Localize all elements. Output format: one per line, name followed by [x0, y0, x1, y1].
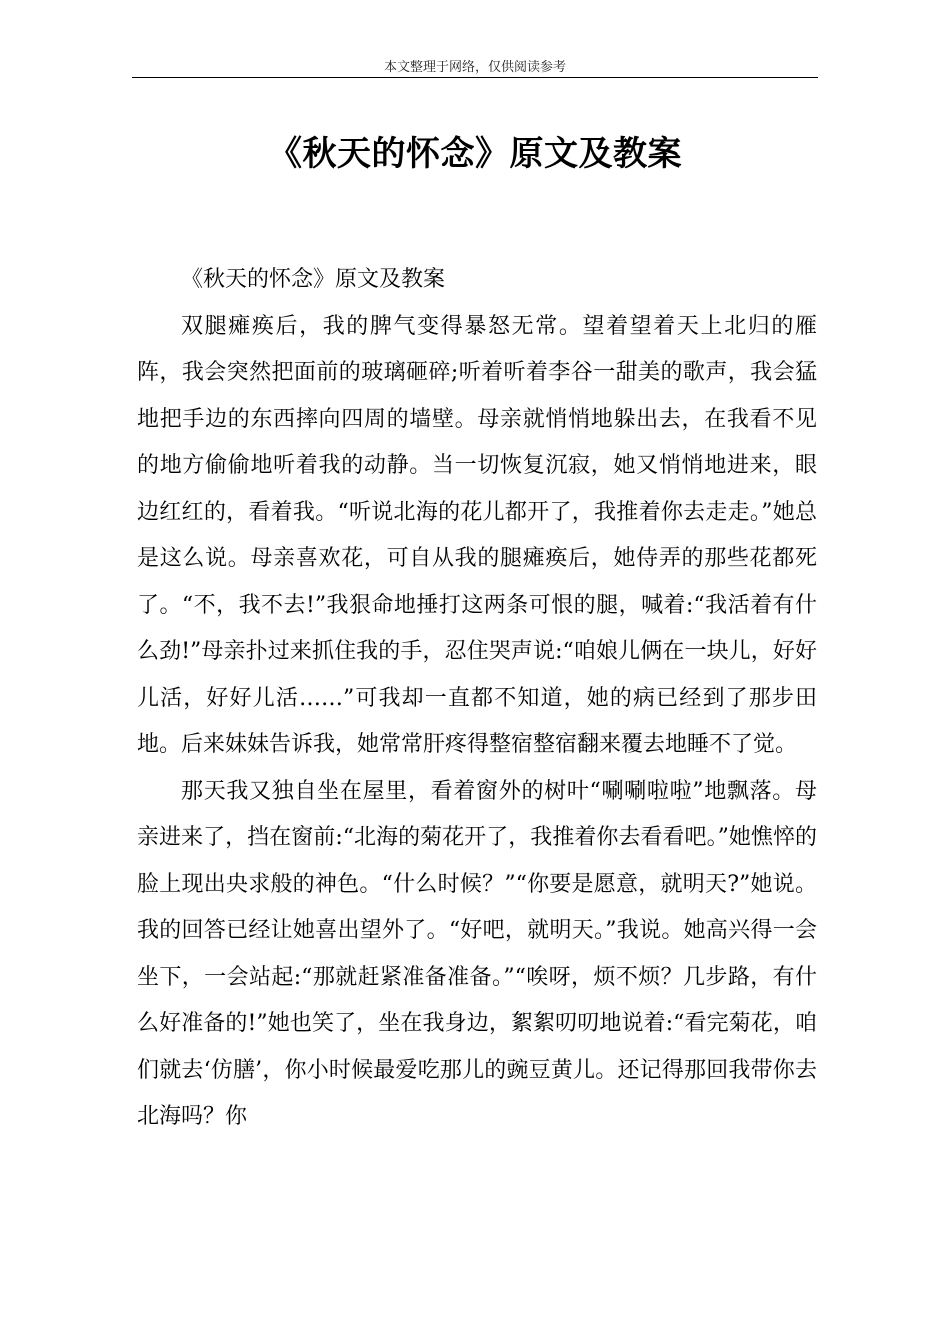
header-divider: [132, 77, 818, 78]
header-note: 本文整理于网络，仅供阅读参考: [383, 60, 566, 75]
paragraph: 那天我又独自坐在屋里，看着窗外的树叶“唰唰啦啦”地飘落。母亲进来了，挡在窗前:“北海的菊花开了，我推着你去看看吧。”她憔悴的脸上现出央求般的神色。“什么时候？”“你要是愿意，就明天?”她说。我的回答已经让她喜出望外了。“好吧，就明天。”我说。她高兴得一会坐下，一会站起:“那就赶紧准备准备。”“唉呀，烦不烦？几步路，有什么好准备的!”她也笑了，坐在我身边，絮絮叨叨地说着:“看完菊花，咱们就去‘仿膳’，你小时候最爱吃那儿的豌豆黄儿。还记得那回我带你去北海吗？你: [137, 778, 817, 1129]
document-body: [137, 257, 817, 1141]
document-title: 《秋天的怀念》原文及教案: [268, 134, 682, 174]
paragraph: 双腿瘫痪后，我的脾气变得暴怒无常。望着望着天上北归的雁阵，我会突然把面前的玻璃砸碎;听着听着李谷一甜美的歌声，我会猛地把手边的东西摔向四周的墙壁。母亲就悄悄地躲出去，在我看不见的地方偷偷地听着我的动静。当一切恢复沉寂，她又悄悄地进来，眼边红红的，看着我。“听说北海的花儿都开了，我推着你去走走。”她总是这么说。母亲喜欢花，可自从我的腿瘫痪后，她侍弄的那些花都死了。“不，我不去!”我狠命地捶打这两条可恨的腿，喊着:“我活着有什么劲!”母亲扑过来抓住我的手，忍住哭声说:“咱娘儿俩在一块儿，好好儿活，好好儿活……”可我却一直都不知道，她的病已经到了那步田地。后来妹妹告诉我，她常常肝疼得整宿整宿翻来覆去地睡不了觉。: [137, 313, 817, 757]
document-subtitle: 《秋天的怀念》原文及教案: [181, 267, 446, 292]
